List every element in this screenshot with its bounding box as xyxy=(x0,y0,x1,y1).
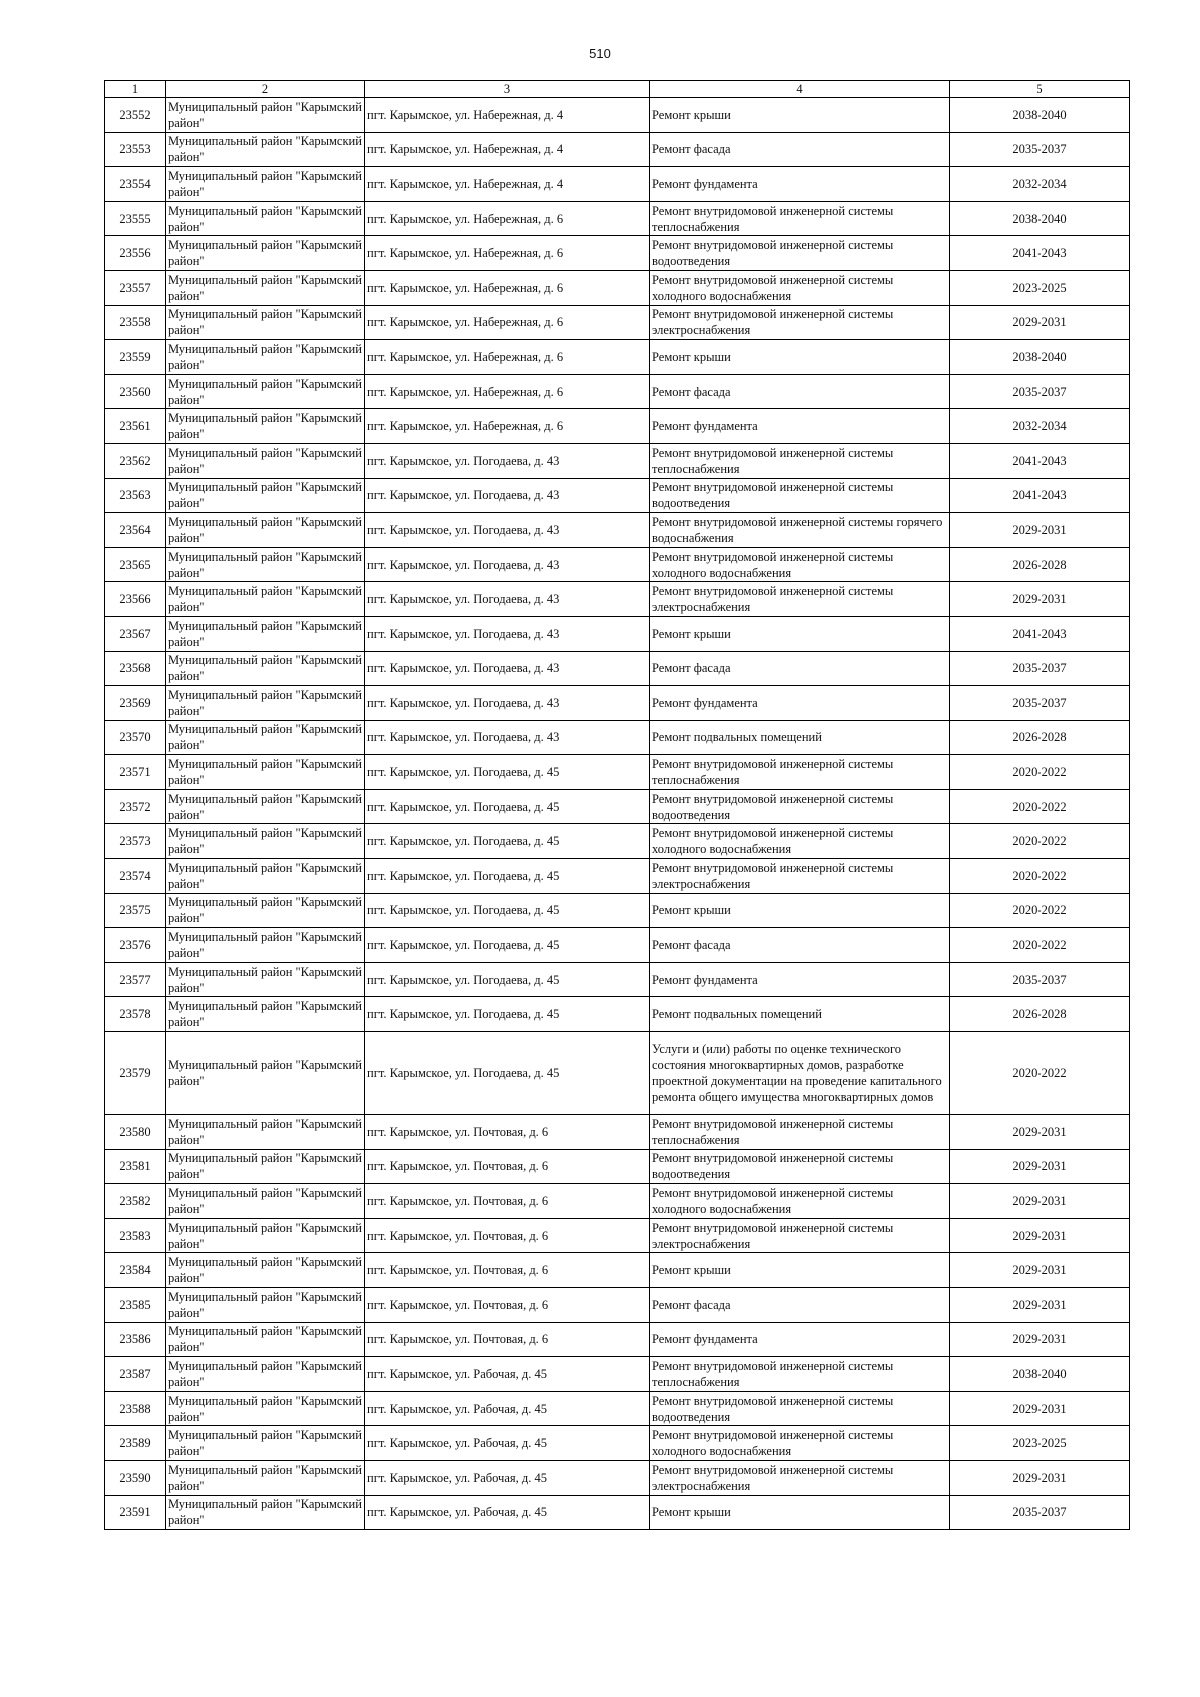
table-row xyxy=(105,616,1130,651)
district-cell: Муниципальный район "Карымский район" xyxy=(166,1288,365,1323)
district-cell: Муниципальный район "Карымский район" xyxy=(166,686,365,721)
years-cell: 2035-2037 xyxy=(950,651,1130,686)
address-cell: пгт. Карымское, ул. Погодаева, д. 43 xyxy=(365,582,650,617)
address-cell: пгт. Карымское, ул. Погодаева, д. 43 xyxy=(365,651,650,686)
table-row xyxy=(105,1288,1130,1323)
work-type-cell: Ремонт крыши xyxy=(650,616,950,651)
district-cell: Муниципальный район "Карымский район" xyxy=(166,478,365,513)
years-cell: 2029-2031 xyxy=(950,1322,1130,1357)
address-cell: пгт. Карымское, ул. Набережная, д. 4 xyxy=(365,132,650,167)
district-cell: Муниципальный район "Карымский район" xyxy=(166,547,365,582)
work-type-cell: Ремонт крыши xyxy=(650,1495,950,1530)
work-type-cell: Ремонт внутридомовой инженерной системы горячего водоснабжения xyxy=(650,513,950,548)
address-cell: пгт. Карымское, ул. Почтовая, д. 6 xyxy=(365,1149,650,1184)
row-number-cell: 23575 xyxy=(105,893,166,928)
district-cell: Муниципальный район "Карымский район" xyxy=(166,582,365,617)
district-cell: Муниципальный район "Карымский район" xyxy=(166,755,365,790)
address-cell: пгт. Карымское, ул. Почтовая, д. 6 xyxy=(365,1184,650,1219)
district-cell: Муниципальный район "Карымский район" xyxy=(166,1032,365,1115)
row-number-cell: 23554 xyxy=(105,167,166,202)
row-number-cell: 23570 xyxy=(105,720,166,755)
work-type-cell: Ремонт внутридомовой инженерной системы холодного водоснабжения xyxy=(650,1426,950,1461)
table-row xyxy=(105,686,1130,721)
table-row xyxy=(105,962,1130,997)
row-number-cell: 23566 xyxy=(105,582,166,617)
years-cell: 2026-2028 xyxy=(950,720,1130,755)
years-cell: 2029-2031 xyxy=(950,1253,1130,1288)
table-row xyxy=(105,582,1130,617)
address-cell: пгт. Карымское, ул. Погодаева, д. 43 xyxy=(365,513,650,548)
district-cell: Муниципальный район "Карымский район" xyxy=(166,928,365,963)
work-type-cell: Ремонт внутридомовой инженерной системы холодного водоснабжения xyxy=(650,270,950,305)
district-cell: Муниципальный район "Карымский район" xyxy=(166,409,365,444)
row-number-cell: 23571 xyxy=(105,755,166,790)
work-type-cell: Услуги и (или) работы по оценке технического состояния многоквартирных домов, разработке проектной документации на проведение капитального ремонта общего имущества многоквартирных домов xyxy=(650,1032,950,1115)
years-cell: 2029-2031 xyxy=(950,582,1130,617)
years-cell: 2020-2022 xyxy=(950,859,1130,894)
table-row xyxy=(105,1460,1130,1495)
work-type-cell: Ремонт внутридомовой инженерной системы холодного водоснабжения xyxy=(650,547,950,582)
table-row xyxy=(105,997,1130,1032)
district-cell: Муниципальный район "Карымский район" xyxy=(166,443,365,478)
table-row xyxy=(105,1426,1130,1461)
work-type-cell: Ремонт фундамента xyxy=(650,167,950,202)
years-cell: 2035-2037 xyxy=(950,962,1130,997)
table-row xyxy=(105,1322,1130,1357)
work-type-cell: Ремонт подвальных помещений xyxy=(650,997,950,1032)
address-cell: пгт. Карымское, ул. Рабочая, д. 45 xyxy=(365,1426,650,1461)
work-type-cell: Ремонт внутридомовой инженерной системы электроснабжения xyxy=(650,305,950,340)
table-row xyxy=(105,305,1130,340)
work-type-cell: Ремонт внутридомовой инженерной системы электроснабжения xyxy=(650,859,950,894)
work-type-cell: Ремонт внутридомовой инженерной системы водоотведения xyxy=(650,789,950,824)
table-row xyxy=(105,755,1130,790)
work-type-cell: Ремонт внутридомовой инженерной системы водоотведения xyxy=(650,478,950,513)
address-cell: пгт. Карымское, ул. Почтовая, д. 6 xyxy=(365,1218,650,1253)
district-cell: Муниципальный район "Карымский район" xyxy=(166,340,365,375)
years-cell: 2029-2031 xyxy=(950,513,1130,548)
years-cell: 2029-2031 xyxy=(950,1288,1130,1323)
row-number-cell: 23579 xyxy=(105,1032,166,1115)
district-cell: Муниципальный район "Карымский район" xyxy=(166,1149,365,1184)
years-cell: 2041-2043 xyxy=(950,236,1130,271)
table-row xyxy=(105,1184,1130,1219)
table-row xyxy=(105,824,1130,859)
district-cell: Муниципальный район "Карымский район" xyxy=(166,1391,365,1426)
table-row xyxy=(105,1149,1130,1184)
years-cell: 2020-2022 xyxy=(950,893,1130,928)
district-cell: Муниципальный район "Карымский район" xyxy=(166,1357,365,1392)
work-type-cell: Ремонт фасада xyxy=(650,651,950,686)
years-cell: 2032-2034 xyxy=(950,409,1130,444)
work-type-cell: Ремонт внутридомовой инженерной системы теплоснабжения xyxy=(650,443,950,478)
table-row xyxy=(105,1253,1130,1288)
row-number-cell: 23553 xyxy=(105,132,166,167)
address-cell: пгт. Карымское, ул. Набережная, д. 6 xyxy=(365,340,650,375)
row-number-cell: 23557 xyxy=(105,270,166,305)
years-cell: 2020-2022 xyxy=(950,1032,1130,1115)
work-type-cell: Ремонт внутридомовой инженерной системы электроснабжения xyxy=(650,1460,950,1495)
work-type-cell: Ремонт подвальных помещений xyxy=(650,720,950,755)
row-number-cell: 23555 xyxy=(105,201,166,236)
district-cell: Муниципальный район "Карымский район" xyxy=(166,651,365,686)
table-row xyxy=(105,167,1130,202)
table-row xyxy=(105,1495,1130,1530)
district-cell: Муниципальный район "Карымский район" xyxy=(166,513,365,548)
row-number-cell: 23569 xyxy=(105,686,166,721)
years-cell: 2029-2031 xyxy=(950,1391,1130,1426)
years-cell: 2038-2040 xyxy=(950,1357,1130,1392)
address-cell: пгт. Карымское, ул. Погодаева, д. 45 xyxy=(365,824,650,859)
address-cell: пгт. Карымское, ул. Набережная, д. 4 xyxy=(365,167,650,202)
table-row xyxy=(105,789,1130,824)
table-body xyxy=(105,98,1130,1530)
years-cell: 2026-2028 xyxy=(950,997,1130,1032)
row-number-cell: 23585 xyxy=(105,1288,166,1323)
district-cell: Муниципальный район "Карымский район" xyxy=(166,997,365,1032)
work-type-cell: Ремонт внутридомовой инженерной системы водоотведения xyxy=(650,1391,950,1426)
address-cell: пгт. Карымское, ул. Погодаева, д. 45 xyxy=(365,755,650,790)
years-cell: 2038-2040 xyxy=(950,98,1130,133)
row-number-cell: 23563 xyxy=(105,478,166,513)
table-row xyxy=(105,1032,1130,1115)
years-cell: 2041-2043 xyxy=(950,616,1130,651)
work-type-cell: Ремонт крыши xyxy=(650,1253,950,1288)
years-cell: 2023-2025 xyxy=(950,270,1130,305)
district-cell: Муниципальный район "Карымский район" xyxy=(166,1460,365,1495)
district-cell: Муниципальный район "Карымский район" xyxy=(166,859,365,894)
years-cell: 2035-2037 xyxy=(950,132,1130,167)
page-number: 510 xyxy=(589,46,611,61)
work-type-cell: Ремонт внутридомовой инженерной системы теплоснабжения xyxy=(650,1357,950,1392)
address-cell: пгт. Карымское, ул. Погодаева, д. 45 xyxy=(365,962,650,997)
row-number-cell: 23559 xyxy=(105,340,166,375)
row-number-cell: 23589 xyxy=(105,1426,166,1461)
row-number-cell: 23577 xyxy=(105,962,166,997)
address-cell: пгт. Карымское, ул. Погодаева, д. 45 xyxy=(365,928,650,963)
district-cell: Муниципальный район "Карымский район" xyxy=(166,720,365,755)
table-header xyxy=(105,81,1130,98)
table-row xyxy=(105,651,1130,686)
years-cell: 2029-2031 xyxy=(950,1149,1130,1184)
years-cell: 2020-2022 xyxy=(950,755,1130,790)
work-type-cell: Ремонт фасада xyxy=(650,1288,950,1323)
table-row xyxy=(105,893,1130,928)
table-row xyxy=(105,340,1130,375)
address-cell: пгт. Карымское, ул. Набережная, д. 6 xyxy=(365,201,650,236)
district-cell: Муниципальный район "Карымский район" xyxy=(166,1115,365,1150)
district-cell: Муниципальный район "Карымский район" xyxy=(166,374,365,409)
work-type-cell: Ремонт внутридомовой инженерной системы водоотведения xyxy=(650,236,950,271)
table-row xyxy=(105,513,1130,548)
row-number-cell: 23560 xyxy=(105,374,166,409)
table-row xyxy=(105,374,1130,409)
work-type-cell: Ремонт крыши xyxy=(650,893,950,928)
table-row xyxy=(105,1218,1130,1253)
address-cell: пгт. Карымское, ул. Погодаева, д. 43 xyxy=(365,720,650,755)
work-type-cell: Ремонт внутридомовой инженерной системы теплоснабжения xyxy=(650,755,950,790)
district-cell: Муниципальный район "Карымский район" xyxy=(166,270,365,305)
row-number-cell: 23561 xyxy=(105,409,166,444)
years-cell: 2035-2037 xyxy=(950,686,1130,721)
table-row xyxy=(105,1357,1130,1392)
years-cell: 2041-2043 xyxy=(950,478,1130,513)
column-header-5: 5 xyxy=(950,81,1130,98)
address-cell: пгт. Карымское, ул. Погодаева, д. 45 xyxy=(365,1032,650,1115)
address-cell: пгт. Карымское, ул. Почтовая, д. 6 xyxy=(365,1322,650,1357)
column-header-2: 2 xyxy=(166,81,365,98)
row-number-cell: 23591 xyxy=(105,1495,166,1530)
district-cell: Муниципальный район "Карымский район" xyxy=(166,1322,365,1357)
row-number-cell: 23584 xyxy=(105,1253,166,1288)
district-cell: Муниципальный район "Карымский район" xyxy=(166,236,365,271)
years-cell: 2029-2031 xyxy=(950,1115,1130,1150)
row-number-cell: 23588 xyxy=(105,1391,166,1426)
address-cell: пгт. Карымское, ул. Рабочая, д. 45 xyxy=(365,1495,650,1530)
district-cell: Муниципальный район "Карымский район" xyxy=(166,789,365,824)
years-cell: 2020-2022 xyxy=(950,928,1130,963)
district-cell: Муниципальный район "Карымский район" xyxy=(166,167,365,202)
years-cell: 2026-2028 xyxy=(950,547,1130,582)
work-type-cell: Ремонт фундамента xyxy=(650,686,950,721)
address-cell: пгт. Карымское, ул. Погодаева, д. 43 xyxy=(365,686,650,721)
row-number-cell: 23564 xyxy=(105,513,166,548)
district-cell: Муниципальный район "Карымский район" xyxy=(166,893,365,928)
table-row xyxy=(105,720,1130,755)
district-cell: Муниципальный район "Карымский район" xyxy=(166,132,365,167)
table-row xyxy=(105,98,1130,133)
district-cell: Муниципальный район "Карымский район" xyxy=(166,824,365,859)
column-header-4: 4 xyxy=(650,81,950,98)
row-number-cell: 23574 xyxy=(105,859,166,894)
row-number-cell: 23581 xyxy=(105,1149,166,1184)
column-header-3: 3 xyxy=(365,81,650,98)
address-cell: пгт. Карымское, ул. Набережная, д. 6 xyxy=(365,305,650,340)
table-row xyxy=(105,859,1130,894)
table-row xyxy=(105,547,1130,582)
work-type-cell: Ремонт фасада xyxy=(650,132,950,167)
address-cell: пгт. Карымское, ул. Рабочая, д. 45 xyxy=(365,1391,650,1426)
row-number-cell: 23568 xyxy=(105,651,166,686)
address-cell: пгт. Карымское, ул. Рабочая, д. 45 xyxy=(365,1357,650,1392)
work-type-cell: Ремонт внутридомовой инженерной системы водоотведения xyxy=(650,1149,950,1184)
table-row xyxy=(105,928,1130,963)
district-cell: Муниципальный район "Карымский район" xyxy=(166,1253,365,1288)
row-number-cell: 23558 xyxy=(105,305,166,340)
address-cell: пгт. Карымское, ул. Рабочая, д. 45 xyxy=(365,1460,650,1495)
row-number-cell: 23562 xyxy=(105,443,166,478)
district-cell: Муниципальный район "Карымский район" xyxy=(166,1218,365,1253)
district-cell: Муниципальный район "Карымский район" xyxy=(166,962,365,997)
address-cell: пгт. Карымское, ул. Почтовая, д. 6 xyxy=(365,1253,650,1288)
table-row xyxy=(105,270,1130,305)
years-cell: 2020-2022 xyxy=(950,789,1130,824)
address-cell: пгт. Карымское, ул. Набережная, д. 6 xyxy=(365,236,650,271)
table-row xyxy=(105,443,1130,478)
repair-schedule-table xyxy=(104,80,1130,1530)
district-cell: Муниципальный район "Карымский район" xyxy=(166,305,365,340)
row-number-cell: 23580 xyxy=(105,1115,166,1150)
district-cell: Муниципальный район "Карымский район" xyxy=(166,1184,365,1219)
row-number-cell: 23582 xyxy=(105,1184,166,1219)
row-number-cell: 23576 xyxy=(105,928,166,963)
work-type-cell: Ремонт внутридомовой инженерной системы холодного водоснабжения xyxy=(650,1184,950,1219)
work-type-cell: Ремонт фундамента xyxy=(650,1322,950,1357)
work-type-cell: Ремонт внутридомовой инженерной системы электроснабжения xyxy=(650,582,950,617)
row-number-cell: 23573 xyxy=(105,824,166,859)
table-row xyxy=(105,132,1130,167)
work-type-cell: Ремонт крыши xyxy=(650,340,950,375)
address-cell: пгт. Карымское, ул. Набережная, д. 6 xyxy=(365,270,650,305)
years-cell: 2032-2034 xyxy=(950,167,1130,202)
table-row xyxy=(105,201,1130,236)
row-number-cell: 23586 xyxy=(105,1322,166,1357)
years-cell: 2029-2031 xyxy=(950,305,1130,340)
district-cell: Муниципальный район "Карымский район" xyxy=(166,201,365,236)
row-number-cell: 23565 xyxy=(105,547,166,582)
years-cell: 2023-2025 xyxy=(950,1426,1130,1461)
years-cell: 2029-2031 xyxy=(950,1218,1130,1253)
address-cell: пгт. Карымское, ул. Погодаева, д. 45 xyxy=(365,893,650,928)
row-number-cell: 23556 xyxy=(105,236,166,271)
years-cell: 2035-2037 xyxy=(950,1495,1130,1530)
row-number-cell: 23590 xyxy=(105,1460,166,1495)
address-cell: пгт. Карымское, ул. Погодаева, д. 45 xyxy=(365,997,650,1032)
address-cell: пгт. Карымское, ул. Погодаева, д. 43 xyxy=(365,616,650,651)
district-cell: Муниципальный район "Карымский район" xyxy=(166,1495,365,1530)
address-cell: пгт. Карымское, ул. Набережная, д. 6 xyxy=(365,374,650,409)
table-row xyxy=(105,1115,1130,1150)
years-cell: 2020-2022 xyxy=(950,824,1130,859)
work-type-cell: Ремонт фундамента xyxy=(650,962,950,997)
address-cell: пгт. Карымское, ул. Погодаева, д. 45 xyxy=(365,789,650,824)
address-cell: пгт. Карымское, ул. Погодаева, д. 43 xyxy=(365,478,650,513)
column-header-1: 1 xyxy=(105,81,166,98)
row-number-cell: 23567 xyxy=(105,616,166,651)
work-type-cell: Ремонт фундамента xyxy=(650,409,950,444)
work-type-cell: Ремонт внутридомовой инженерной системы теплоснабжения xyxy=(650,201,950,236)
address-cell: пгт. Карымское, ул. Погодаева, д. 43 xyxy=(365,443,650,478)
table-row xyxy=(105,409,1130,444)
years-cell: 2029-2031 xyxy=(950,1184,1130,1219)
work-type-cell: Ремонт фасада xyxy=(650,374,950,409)
row-number-cell: 23572 xyxy=(105,789,166,824)
years-cell: 2038-2040 xyxy=(950,201,1130,236)
district-cell: Муниципальный район "Карымский район" xyxy=(166,98,365,133)
address-cell: пгт. Карымское, ул. Почтовая, д. 6 xyxy=(365,1288,650,1323)
work-type-cell: Ремонт внутридомовой инженерной системы холодного водоснабжения xyxy=(650,824,950,859)
work-type-cell: Ремонт крыши xyxy=(650,98,950,133)
table-row xyxy=(105,236,1130,271)
row-number-cell: 23583 xyxy=(105,1218,166,1253)
district-cell: Муниципальный район "Карымский район" xyxy=(166,1426,365,1461)
years-cell: 2029-2031 xyxy=(950,1460,1130,1495)
header-row xyxy=(105,81,1130,98)
row-number-cell: 23578 xyxy=(105,997,166,1032)
district-cell: Муниципальный район "Карымский район" xyxy=(166,616,365,651)
address-cell: пгт. Карымское, ул. Набережная, д. 6 xyxy=(365,409,650,444)
years-cell: 2035-2037 xyxy=(950,374,1130,409)
address-cell: пгт. Карымское, ул. Почтовая, д. 6 xyxy=(365,1115,650,1150)
row-number-cell: 23552 xyxy=(105,98,166,133)
work-type-cell: Ремонт фасада xyxy=(650,928,950,963)
address-cell: пгт. Карымское, ул. Погодаева, д. 45 xyxy=(365,859,650,894)
table-row xyxy=(105,478,1130,513)
work-type-cell: Ремонт внутридомовой инженерной системы электроснабжения xyxy=(650,1218,950,1253)
years-cell: 2041-2043 xyxy=(950,443,1130,478)
address-cell: пгт. Карымское, ул. Набережная, д. 4 xyxy=(365,98,650,133)
row-number-cell: 23587 xyxy=(105,1357,166,1392)
work-type-cell: Ремонт внутридомовой инженерной системы теплоснабжения xyxy=(650,1115,950,1150)
table-row xyxy=(105,1391,1130,1426)
address-cell: пгт. Карымское, ул. Погодаева, д. 43 xyxy=(365,547,650,582)
years-cell: 2038-2040 xyxy=(950,340,1130,375)
